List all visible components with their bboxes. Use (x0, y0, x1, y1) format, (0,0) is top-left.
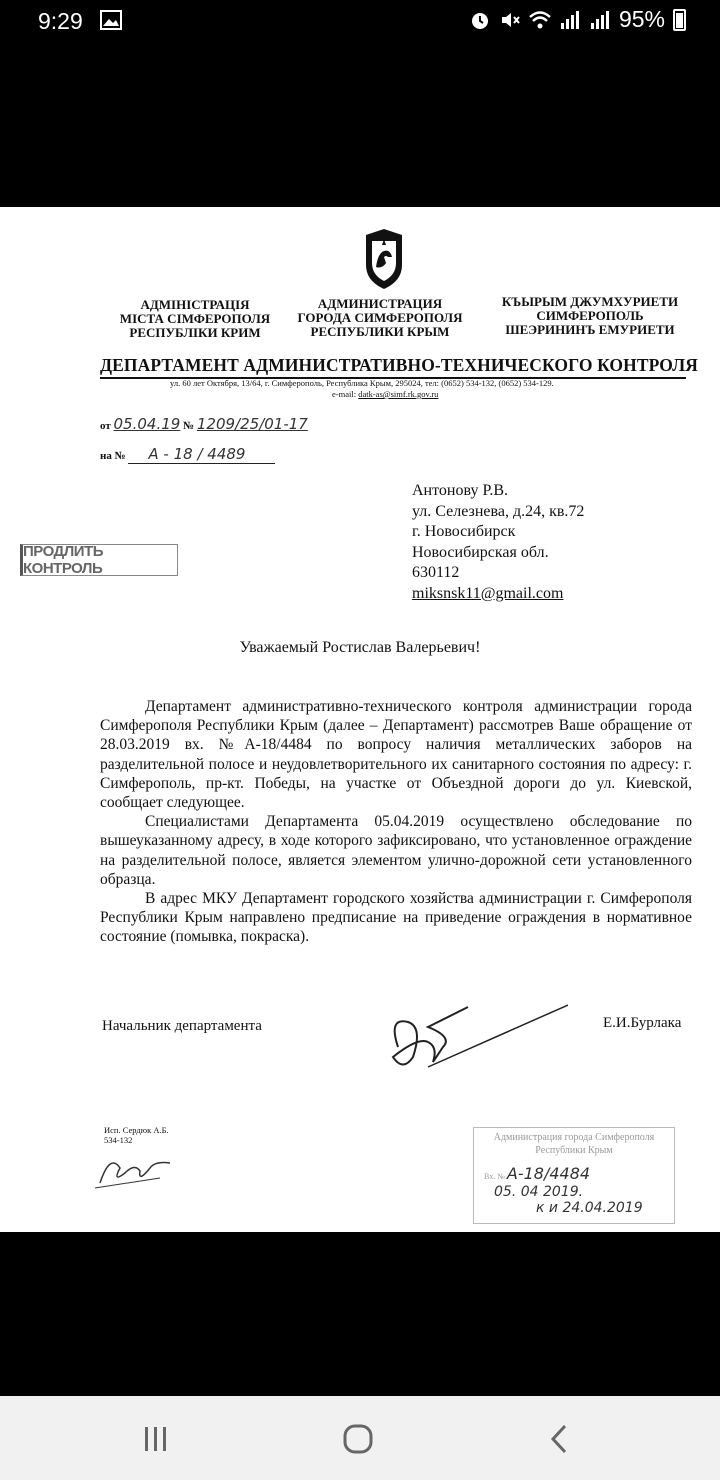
letter-body (100, 697, 692, 947)
header-russian: АДМИНИСТРАЦИЯ ГОРОДА СИМФЕРОПОЛЯ РЕСПУБЛИКИ КРЫМ (297, 296, 463, 339)
recent-apps-icon[interactable] (136, 1422, 176, 1456)
reply-to-line: на № А - 18 / 4489 (100, 445, 275, 463)
document-image[interactable] (0, 207, 720, 1232)
paragraph: В адрес МКУ Департамент городского хозяйства администрации г. Симферополя Республики Крым направлено предписание на приведение ограждения в нормативное состояние (помывка, покраска). (100, 890, 692, 946)
alarm-icon (469, 9, 491, 31)
executor-signature-image (90, 1143, 180, 1193)
gallery-icon (100, 10, 122, 30)
navigation-bar (0, 1396, 720, 1480)
status-bar (0, 0, 720, 44)
signal-icon (589, 9, 611, 31)
registration-line: от 05.04.19 № 1209/25/01-17 (100, 415, 308, 433)
signatory-name: Е.И.Бурлака (603, 1015, 682, 1031)
department-title: ДЕПАРТАМЕНТ АДМИНИСТРАТИВНО-ТЕХНИЧЕСКОГО КОНТРОЛЯ (100, 355, 699, 375)
status-time: 9:29 (38, 8, 83, 34)
control-stamp: ПРОДЛИТЬ КОНТРОЛЬ (20, 544, 178, 576)
mute-icon (499, 9, 521, 31)
executor-info: Исп. Сердюк А.Б. 534-132 (104, 1125, 169, 1145)
department-address: ул. 60 лет Октября, 13/64, г. Симферополь, Республика Крым, 295024, тел: (0652) 534-132, (0652) 534-129. (170, 378, 554, 388)
wifi-icon (529, 9, 551, 31)
back-icon[interactable] (540, 1422, 580, 1456)
signatory-title: Начальник департамента (102, 1018, 262, 1034)
greeting: Уважаемый Ростислав Валерьевич! (239, 639, 481, 656)
incoming-registration-stamp: Администрация города Симферополя Республики Крым Вх. № А-18/4484 05. 04 2019. к и 24.04.2019 (473, 1127, 675, 1224)
paragraph: Специалистами Департамента 05.04.2019 осуществлено обследование по вышеуказанному адресу, в ходе которого зафиксировано, что установленное ограждение на разделительной полосе, является элементом улично-дорожной сети установленного образца. (100, 813, 692, 888)
status-icons (469, 6, 686, 33)
battery-icon (673, 9, 686, 31)
crimea-emblem-icon (362, 227, 406, 291)
header-ukrainian: АДМІНІСТРАЦІЯ МІСТА СІМФЕРОПОЛЯ РЕСПУБЛІКИ КРИМ (119, 297, 271, 340)
battery-percent: 95% (618, 6, 665, 32)
department-email: e-mail: datk-as@simf.rk.gov.ru (332, 389, 439, 399)
header-crimean-tatar: КЪЫРЫМ ДЖУМХУРИЕТИ СИМФЕРОПОЛЬ ШЕЭРИНИНЪ ЕМУРИЕТИ (501, 294, 679, 337)
recipient-block: Антонову Р.В. ул. Селезнева, д.24, кв.72 г. Новосибирск Новосибирская обл. 630112 miksnsk11@gmail.com (412, 482, 585, 602)
home-icon[interactable] (338, 1422, 378, 1456)
paragraph: Департамент административно-технического контроля администрации города Симферополя Республики Крым (далее – Департамент) рассмотрев Ваше обращение от 28.03.2019 вх. №А-18/4484 по вопросу наличия металлических заборов на разделительной полосе и неудовлетворительного их санитарного состояния по адресу: г. Симферополь, пр-кт. Победы, на участке от Объездной дороги до ул. Киевской, сообщает следующее. (100, 698, 692, 812)
roaming-signal-icon (559, 9, 581, 31)
signature-image (368, 987, 568, 1077)
